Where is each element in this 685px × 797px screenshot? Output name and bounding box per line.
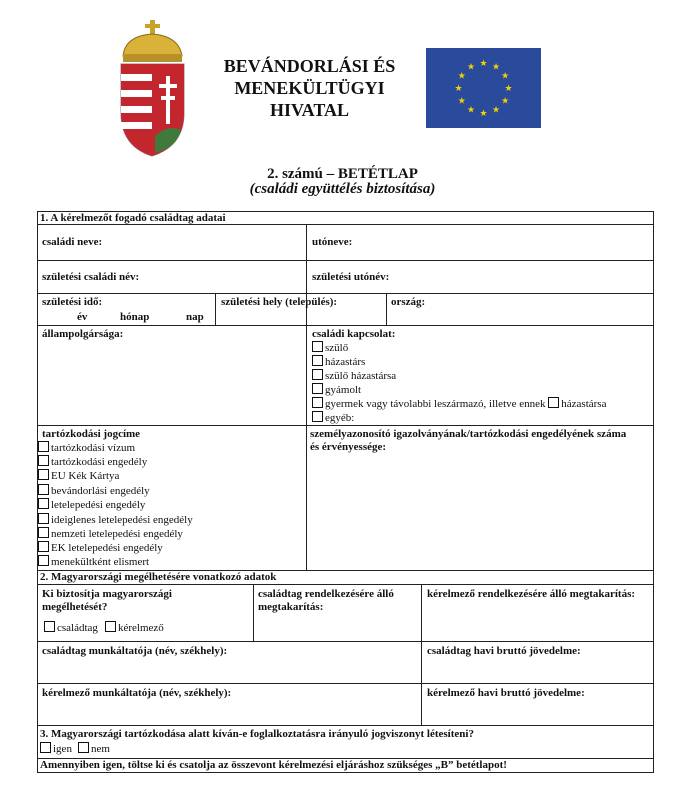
residence-option-national-settlement[interactable]: nemzeti letelepedési engedély (38, 527, 183, 541)
checkbox-child-spouse[interactable] (548, 397, 559, 408)
residence-option-settlement[interactable]: letelepedési engedély (38, 498, 145, 512)
who-supports-label-line-1: Ki biztosítja magyarországi (42, 588, 172, 600)
family-employer-label: családtag munkáltatója (név, székhely): (42, 645, 228, 657)
eu-star-icon: ★ (457, 70, 466, 81)
eu-star-icon: ★ (501, 70, 510, 81)
birth-given-name-label: születési utónév: (312, 271, 390, 283)
checkbox-spouse[interactable] (312, 355, 323, 366)
residence-option-blue-card[interactable]: EU Kék Kártya (38, 469, 119, 483)
checkbox-immigration[interactable] (38, 484, 49, 495)
checkbox-no[interactable] (78, 742, 89, 753)
checkbox-applicant[interactable] (105, 621, 116, 632)
checkbox-ward[interactable] (312, 383, 323, 394)
family-name-label: családi neve: (42, 236, 103, 248)
eu-star-icon: ★ (501, 95, 510, 106)
id-document-label-line-1: személyazonosító igazolványának/tartózkodási engedélyének száma (310, 428, 627, 440)
residence-option-ec-settlement[interactable]: EK letelepedési engedély (38, 541, 163, 555)
residence-option-visa[interactable]: tartózkodási vízum (38, 441, 135, 455)
checkbox-parent[interactable] (312, 341, 323, 352)
agency-name-line-2: MENEKÜLTÜGYI (234, 78, 385, 98)
employment-option-yes[interactable]: igen (40, 742, 72, 756)
citizenship-label: állampolgársága: (42, 328, 124, 340)
applicant-income-label: kérelmező havi bruttó jövedelme: (427, 687, 585, 699)
eu-star-icon: ★ (457, 95, 466, 106)
relationship-option-parent[interactable]: szülő (312, 341, 348, 355)
checkbox-ec-settlement[interactable] (38, 541, 49, 552)
given-name-label: utóneve: (312, 236, 353, 248)
birth-place-label: születési hely (település): (221, 296, 338, 308)
support-option-applicant[interactable]: kérelmező (105, 621, 164, 635)
support-option-family-member[interactable]: családtag (44, 621, 98, 635)
id-document-label-line-2: és érvényessége: (310, 441, 387, 453)
document-subtitle: (családi együttélés biztosítása) (249, 181, 436, 197)
residence-option-permit[interactable]: tartózkodási engedély (38, 455, 147, 469)
who-supports-label-line-2: megélhetését? (42, 601, 108, 613)
checkbox-parent-spouse[interactable] (312, 369, 323, 380)
eu-star-icon: ★ (466, 61, 476, 72)
checkbox-yes[interactable] (40, 742, 51, 753)
relationship-option-spouse[interactable]: házastárs (312, 355, 365, 369)
agency-name-line-3: HIVATAL (269, 100, 350, 120)
eu-star-icon: ★ (479, 58, 488, 68)
document-title: 2. számú – BETÉTLAP (267, 166, 418, 182)
eu-star-icon: ★ (491, 104, 501, 115)
section-1-heading: 1. A kérelmezőt fogadó családtag adatai (40, 212, 226, 224)
relationship-option-parent-spouse[interactable]: szülő házastársa (312, 369, 396, 383)
month-label: hónap (120, 311, 150, 323)
section-2-heading: 2. Magyarországi megélhetésére vonatkozó adatok (40, 571, 277, 583)
country-label: ország: (391, 296, 426, 308)
checkbox-settlement[interactable] (38, 498, 49, 509)
eu-star-icon: ★ (504, 83, 513, 93)
birth-family-name-label: születési családi név: (42, 271, 140, 283)
relationship-option-other[interactable]: egyéb: (312, 411, 354, 425)
checkbox-refugee[interactable] (38, 555, 49, 566)
residence-title-label: tartózkodási jogcíme (42, 428, 141, 440)
residence-option-temp-settlement[interactable]: ideiglenes letelepedési engedély (38, 513, 193, 527)
family-savings-label-line-1: családtag rendelkezésére álló (258, 588, 394, 600)
checkbox-temp-settlement[interactable] (38, 513, 49, 524)
applicant-savings-label: kérelmező rendelkezésére álló megtakarítás: (427, 588, 636, 600)
employment-option-no[interactable]: nem (78, 742, 110, 756)
checkbox-visa[interactable] (38, 441, 49, 452)
family-savings-label-line-2: megtakarítás: (258, 601, 324, 613)
year-label: év (77, 311, 88, 323)
residence-option-immigration[interactable]: bevándorlási engedély (38, 484, 150, 498)
eu-flag-logo (426, 48, 541, 128)
relationship-option-child[interactable]: gyermek vagy távolabbi leszármazó, illetve ennek házastársa (312, 397, 606, 411)
agency-name-line-1: BEVÁNDORLÁSI ÉS (223, 56, 396, 76)
checkbox-blue-card[interactable] (38, 469, 49, 480)
checkbox-child[interactable] (312, 397, 323, 408)
agency-name (222, 55, 397, 121)
family-income-label: családtag havi bruttó jövedelme: (427, 645, 581, 657)
relationship-option-ward[interactable]: gyámolt (312, 383, 361, 397)
checkbox-family-member[interactable] (44, 621, 55, 632)
birth-date-label: születési idő: (42, 296, 103, 308)
checkbox-national-settlement[interactable] (38, 527, 49, 538)
residence-option-refugee[interactable]: menekültként elismert (38, 555, 149, 569)
relationship-label: családi kapcsolat: (312, 328, 396, 340)
employment-question: 3. Magyarországi tartózkodása alatt kíván-e foglalkoztatásra irányuló jogviszonyt létesíteni? (40, 728, 474, 740)
eu-star-icon: ★ (466, 104, 476, 115)
eu-star-icon: ★ (491, 61, 501, 72)
day-label: nap (186, 311, 204, 323)
applicant-employer-label: kérelmező munkáltatója (név, székhely): (42, 687, 232, 699)
eu-star-icon: ★ (479, 108, 488, 118)
eu-star-icon: ★ (454, 83, 463, 93)
checkbox-other[interactable] (312, 411, 323, 422)
footer-instruction: Amennyiben igen, töltse ki és csatolja az összevont kérelmezési eljáráshoz szükséges „B” betétlapot! (40, 759, 507, 771)
hungarian-coat-of-arms-logo (115, 18, 190, 158)
checkbox-permit[interactable] (38, 455, 49, 466)
